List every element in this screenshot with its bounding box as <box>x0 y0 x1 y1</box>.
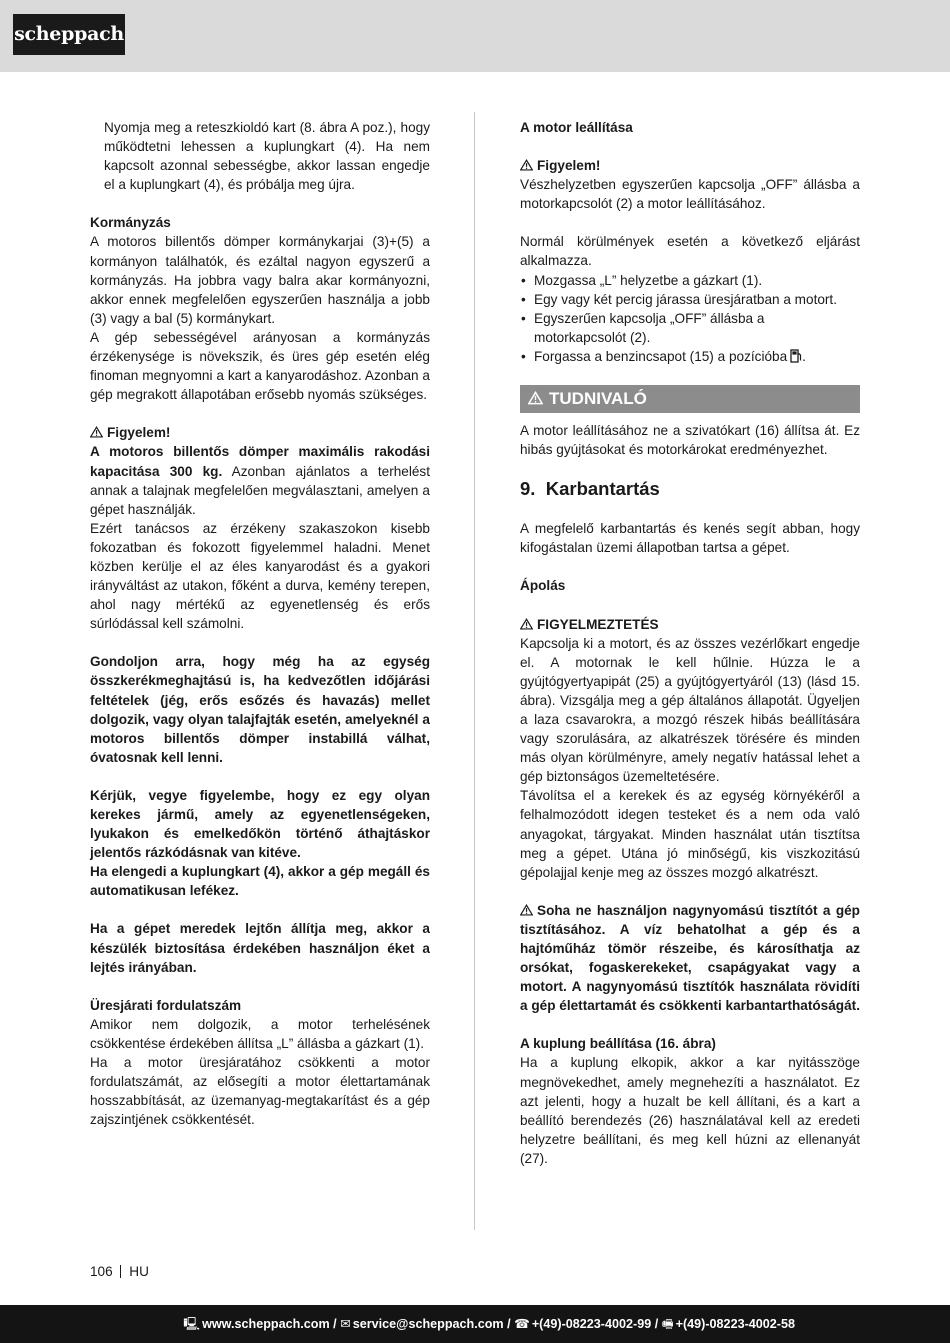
idle-speed-paragraph-2: Ha a motor üresjáratához csökkenti a motor fordulatszámát, az elősegíti a motor élettartamának hosszabbítását, az üzemanyag-megtakarítást és a gép zajszintjének csökkentését. <box>90 1055 430 1128</box>
section-number: 9. <box>520 478 536 500</box>
contact-footer: 🖳 www.scheppach.com / ✉ service@scheppach.com / ☎ +(49)-08223-4002-99 / 🖷 +(49)-08223-4002-58 <box>0 1305 950 1343</box>
page-header <box>0 0 950 72</box>
pressure-washer-warning <box>520 901 860 1016</box>
computer-icon: 🖳 <box>183 1317 201 1331</box>
notice-label: TUDNIVALÓ <box>549 389 647 409</box>
warning-label: FIGYELMEZTETÉS <box>537 616 659 632</box>
emergency-stop-paragraph: Vészhelyzetben egyszerűen kapcsolja „OFF” állásba a motorkapcsolót (2) a motor leállításához. <box>520 177 860 212</box>
steering-paragraph-2: A gép sebességével arányosan a kormányzás érzékenysége is növekszik, és üres gép esetén elég finoman megnyomni a kart a kanyarodáshoz. Azonban a gép megrakott állapotában erősebb nyomás szükséges. <box>90 329 430 403</box>
warning-triangle-icon <box>520 618 533 630</box>
warning-triangle-icon <box>520 159 533 171</box>
steering-paragraph-1: A motoros billentős dömper kormánykarjai (3)+(5) a kormányon találhatók, és ezáltal nagyon egyszerű a kormányzás. Ha jobbra vagy balra akar kormányozni, akkor ennek megfelelően egyszerűen használja a jobb (3) vagy a bal (5) kormánykart. <box>90 234 430 326</box>
pressure-washer-text: Soha ne használjon nagynyomású tisztítót a gép tisztításához. A víz behatolhat a gép és a hajtóműház tömör részeibe, és károsíthatja az orsókat, fogaskerekeket, csapágyakat vagy a motort. A nagynyomású tisztítók használata rövidíti a gép élettartamát és csökkenti karbantarthatóságát. <box>520 902 860 1014</box>
fuel-tap-step-text: Forgassa a benzincsapot (15) a pozícióba <box>534 348 788 364</box>
steering-heading: Kormányzás <box>90 215 171 231</box>
capacity-rest-text: Azonban ajánlatos a terhelést annak a talajnak megfelelően megválasztani, amelyen a gépet használják. <box>90 463 431 517</box>
warning-triangle-icon <box>520 904 533 916</box>
attention-label: Figyelem! <box>107 425 171 441</box>
clutch-release-note: Ha elengedi a kuplungkart (4), akkor a gép megáll és automatikusan lefékez. <box>90 864 430 899</box>
list-item: • Egyszerűen kapcsolja „OFF” állásba a motorkapcsolót (2). <box>520 309 860 347</box>
website-link[interactable]: www.scheppach.com <box>202 1317 330 1331</box>
slope-wedge-note: Ha a gépet meredek lejtőn állítja meg, akkor a készülék biztosítása érdekében használjon éket a lejtés irányában. <box>90 921 430 975</box>
normal-stop-intro: Normál körülmények esetén a következő eljárást alkalmazza. <box>520 234 860 269</box>
fuel-pump-off-icon <box>790 349 802 363</box>
capacity-bold-text: A motoros billentős dömper maximális rakodási kapacitása 300 kg. <box>90 444 430 479</box>
engine-stop-heading: A motor leállítása <box>520 120 633 135</box>
attention-heading-right <box>520 156 860 175</box>
page-number <box>90 1264 149 1279</box>
fax-icon: 🖷 <box>661 1317 674 1331</box>
column-divider <box>474 112 475 1230</box>
idle-speed-heading: Üresjárati fordulatszám <box>90 997 242 1013</box>
mail-icon: ✉ <box>340 1317 351 1331</box>
left-column <box>90 118 430 1129</box>
clutch-release-paragraph: Nyomja meg a reteszkioldó kart (8. ábra A poz.), hogy működtetni lehessen a kuplungkart (4). Ha nem kapcsolt azonnal sebességbe, akkor lassan engedje el a kuplungkart (4), és próbálja meg újra. <box>104 120 430 193</box>
right-column <box>520 118 860 1168</box>
fax-number: +(49)-08223-4002-58 <box>675 1317 795 1331</box>
care-paragraph-1: Kapcsolja ki a motort, és az összes vezérlőkart engedje el. A motornak le kell hűlnie. Húzza le a gyújtógyertyapipát (25) a gyújtógyertyáról (13) (lásd 15. ábra). Vizsgálja meg a gép általános állapotát. Ügyeljen a laza csavarokra, a mozgó részek hibás beállítására vagy szorulására, az alkatrészek törésére és minden más olyan körülményre, amely negatív hatással lehet a gép biztonságos üzemeltetésére. <box>520 635 860 785</box>
brand-logo: scheppach <box>13 14 125 55</box>
list-item: • Egy vagy két percig járassa üresjáratban a motort. <box>520 290 860 309</box>
attention-heading-left <box>90 423 430 442</box>
driving-advice-paragraph: Ezért tanácsos az érzékeny szakaszokon kisebb fokozatban és fokozott figyelemmel haladni. Menet közben kerülje el az éles kanyarodást és a gyakori irányváltást az utakon, főként a durva, kemény terepen, ahol nagy mértékű az egyenetlenség és erős súrlódással kell számolni. <box>90 520 430 632</box>
engine-stop-steps <box>520 271 860 366</box>
four-wheel-drive-warning: Gondoljon arra, hogy még ha az egység összkerékmeghajtású is, ha kedvezőtlen időjárási feltételek (jég, erős esőzés és havazás) mellet dolgozik, vagy olyan talajfajták esetén, amelyeknél a motoros billentős dömper instabillá válhat, óvatosnak kell lenni. <box>90 654 430 765</box>
clutch-adjust-heading: A kuplung beállítása (16. ábra) <box>520 1036 716 1052</box>
section-title: Karbantartás <box>545 478 660 500</box>
care-heading: Ápolás <box>520 578 566 594</box>
warning-triangle-icon <box>90 426 103 438</box>
care-paragraph-2: Távolítsa el a kerekek és az egység környékéről a felhalmozódott idegen testeket és a nem oda való anyagokat, tárgyakat. Minden használat után tisztítsa meg a gépet. Utána jó minőségű, kis viszkozitású gépolajjal kenje meg az összes mozgó alkatrészt. <box>520 788 860 880</box>
vehicle-shock-warning: Kérjük, vegye figyelembe, hogy ez egy olyan kerekes jármű, amely az egyenetlenségeken, lyukakon és emelkedőkön történő áthajtáskor jelentős rázkódásnak van kitéve. <box>90 787 430 861</box>
language-code: HU <box>129 1264 149 1279</box>
attention-label: Figyelem! <box>537 158 601 174</box>
phone-icon: ☎ <box>514 1317 530 1331</box>
idle-speed-paragraph-1: Amikor nem dolgozik, a motor terhelésének csökkentése érdekében állítsa „L” állásba a gázkart (1). <box>90 1016 430 1051</box>
clutch-adjust-paragraph: Ha a kuplung elkopik, akkor a kar nyitásszöge megnövekedhet, amely megnehezíti a használatot. Ez azt jelenti, hogy a huzalt be kell állítani, és a kart a beállító berendezés (26) használatával kell az eredeti helyzetre beállítani, és meg kell húzni az ellenanyát (27). <box>520 1055 860 1166</box>
warning-heading <box>520 615 860 634</box>
capacity-paragraph <box>90 442 430 518</box>
section-heading <box>520 477 860 501</box>
maintenance-intro: A megfelelő karbantartás és kenés segít abban, hogy kifogástalan üzemi állapotban tartsa a gépet. <box>520 521 860 556</box>
warning-triangle-icon <box>528 391 543 405</box>
list-item: • Mozgassa „L” helyzetbe a gázkart (1). <box>520 271 860 290</box>
email-link[interactable]: service@scheppach.com <box>352 1317 504 1331</box>
page-number-value: 106 <box>90 1264 113 1279</box>
notice-text: A motor leállításához ne a szivatókart (16) állítsa át. Ez hibás gyújtásokat és motorkárokat eredményezhet. <box>520 423 860 458</box>
phone-number: +(49)-08223-4002-99 <box>531 1317 652 1331</box>
notice-banner <box>520 385 860 413</box>
list-item: • Forgassa a benzincsapot (15) a pozícióba . <box>520 347 860 366</box>
